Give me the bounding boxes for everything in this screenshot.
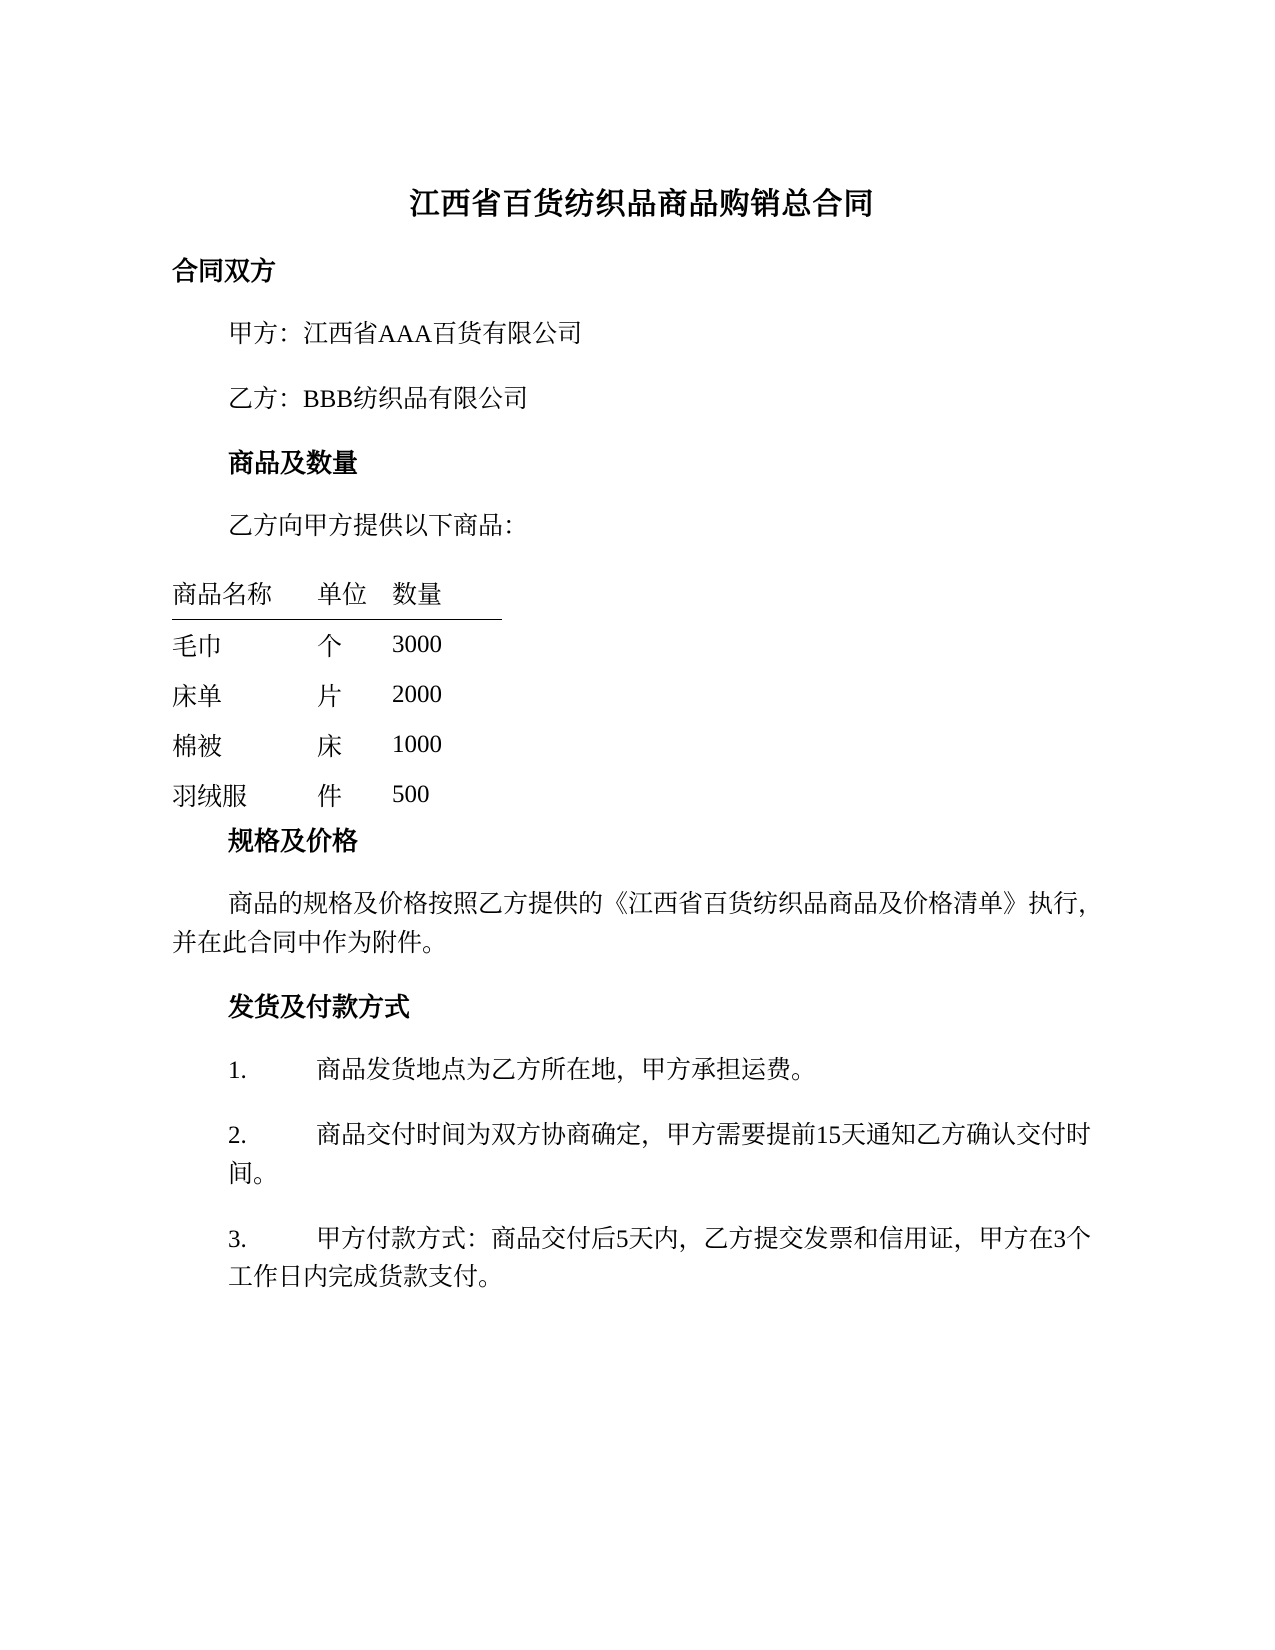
- list-item-number: 1.: [228, 1057, 247, 1085]
- section-heading-goods: 商品及数量: [228, 448, 359, 478]
- column-header-qty: 数量: [392, 573, 502, 620]
- cell-name: 棉被: [172, 734, 223, 762]
- section-heading-spec-price: 规格及价格: [228, 827, 359, 857]
- list-item-text: 商品交付时间为双方协商确定，甲方需要提前15天通知乙方确认交付时间。: [228, 1122, 1092, 1188]
- list-item-number: 2.: [228, 1122, 247, 1150]
- section-heading-delivery-payment: 发货及付款方式: [228, 992, 411, 1022]
- cell-unit: 件: [317, 784, 343, 812]
- table-header-row: [172, 573, 502, 620]
- list-item: [172, 1117, 1112, 1195]
- cell-qty: 500: [392, 781, 430, 809]
- document-content: [172, 185, 1112, 1324]
- cell-qty: 2000: [392, 681, 442, 709]
- cell-name: 羽绒服: [172, 784, 248, 812]
- goods-intro: 乙方向甲方提供以下商品：: [228, 513, 529, 541]
- cell-unit: 床: [317, 734, 343, 762]
- table-row: [172, 720, 502, 770]
- cell-unit: 片: [317, 684, 343, 712]
- list-item: [172, 1221, 1112, 1299]
- list-item-text: 商品发货地点为乙方所在地，甲方承担运费。: [316, 1057, 817, 1085]
- table-row: [172, 620, 502, 671]
- cell-qty: 3000: [392, 631, 442, 659]
- cell-name: 床单: [172, 684, 223, 712]
- section-heading-parties: 合同双方: [172, 257, 277, 286]
- goods-table: [172, 573, 502, 820]
- list-item-number: 3.: [228, 1225, 247, 1253]
- cell-qty: 1000: [392, 731, 442, 759]
- spec-price-paragraph: 商品的规格及价格按照乙方提供的《江西省百货纺织品商品及价格清单》执行，并在此合同中作为附件。: [172, 891, 1104, 958]
- column-header-unit: 单位: [317, 573, 392, 620]
- party-a-line: 甲方：江西省AAA百货有限公司: [228, 321, 583, 349]
- table-row: [172, 670, 502, 720]
- table-row: [172, 770, 502, 820]
- list-item: [172, 1052, 1112, 1091]
- cell-unit: 个: [317, 634, 343, 662]
- cell-name: 毛巾: [172, 634, 223, 662]
- column-header-name: 商品名称: [172, 573, 317, 620]
- list-item-text: 甲方付款方式：商品交付后5天内，乙方提交发票和信用证，甲方在3个工作日内完成货款支付。: [228, 1225, 1092, 1292]
- party-b-line: 乙方：BBB纺织品有限公司: [228, 386, 529, 414]
- page-title: 江西省百货纺织品商品购销总合同: [409, 187, 875, 222]
